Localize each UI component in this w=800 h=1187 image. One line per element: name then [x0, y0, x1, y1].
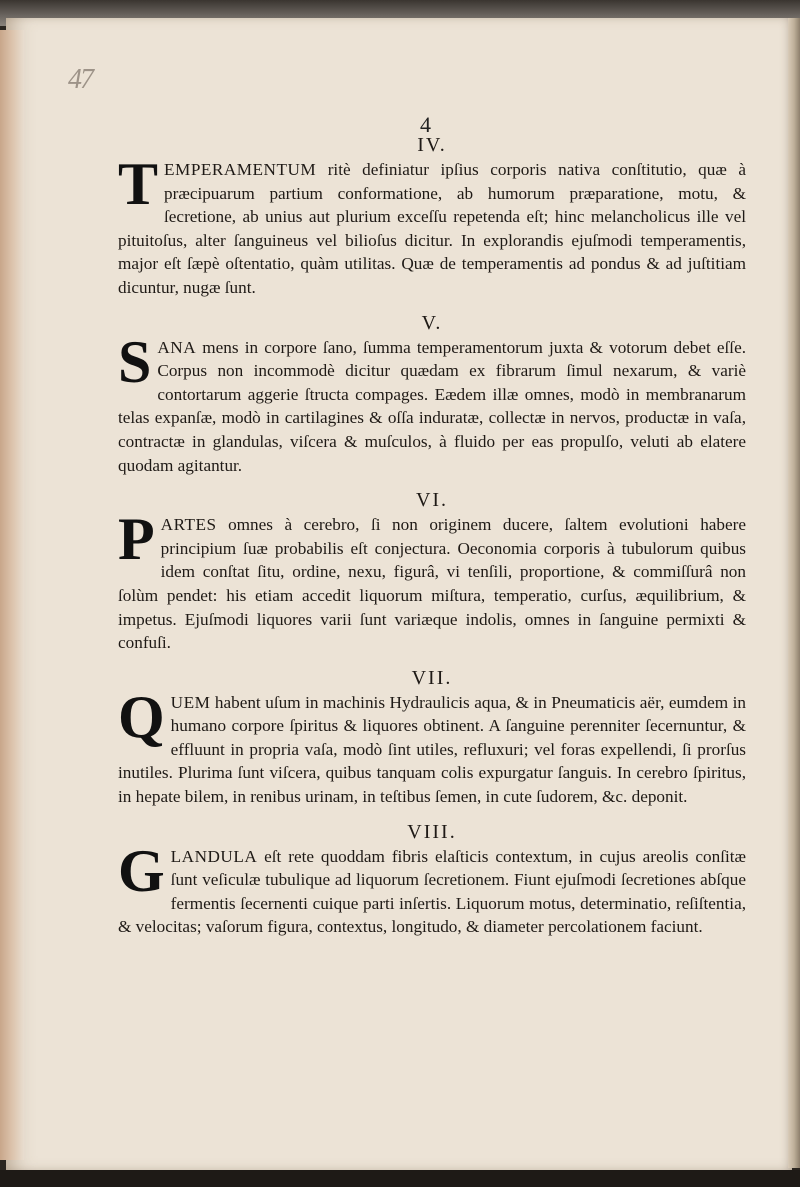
- section-iv: [118, 132, 746, 300]
- paragraph: [118, 151, 746, 300]
- paragraph-text: habent uſum in machinis Hydraulicis aqua, & in Pneumaticis aër, eumdem in humano corpore ſpiritus & liquores obtinent. A ſanguine perenniter ſecernuntur, & effluunt in propria vaſa, modò ſint utiles, refluxuri; vel foras expellendi, ſi prorſus inutiles. Plurima ſunt viſcera, quibus tanquam colis expurgatur ſanguis. In cerebro ſpiritus, in hepate bilem, in renibus urinam, in teſtibus ſemen, in cute ſudorem, &c. deponit.: [118, 692, 746, 807]
- lead-word: EMPERAMENTUM: [164, 160, 317, 179]
- paragraph: [118, 506, 746, 655]
- bottom-edge: [0, 1170, 800, 1187]
- section-vii: [118, 665, 746, 809]
- paragraph-text: mens in corpore ſano, ſumma temperamentorum juxta & votorum debet eſſe. Corpus non incommodè dicitur quædam ex fibrarum ſimul nexarum, & variè contortarum aggerie ſtructa compages. Eædem illæ omnes, modò in membranarum telas expanſæ, modò in cartilagines & oſſa induratæ, collectæ in nervos, productæ in vaſa, contractæ in glandulas, viſcera & muſculos, à fluido per eas propulſo, veluti ab elatere quodam agitantur.: [118, 337, 746, 475]
- drop-cap: S: [118, 328, 152, 395]
- paragraph-text: eſt rete quoddam fibris elaſticis contextum, in cujus areolis conſitæ ſunt veſiculæ tubulique ad liquorum ſecretionem. Fiunt ejuſmodi ſecretiones abſque fermentis ſecernenti cuique parti inſertis. Liquorum motus, determinatio, reſiſtentia, & velocitas; vaſorum figura, contextus, longitudo, & diameter percolationem faciunt.: [118, 846, 746, 937]
- paragraph: [118, 837, 746, 939]
- drop-cap: G: [118, 837, 165, 904]
- page-binding: [0, 30, 24, 1160]
- section-vi: [118, 487, 746, 655]
- drop-cap: P: [118, 506, 155, 573]
- section-viii: [118, 819, 746, 939]
- lead-word: UEM: [170, 692, 211, 712]
- handwritten-note: 47: [68, 64, 92, 95]
- paragraph-text: ritè definiatur ipſius corporis nativa conſtitutio, quæ à præcipuarum partium conformatione, ab humorum præparatione, motu, & ſecretione, ab unius aut plurium exceſſu repetenda eſt; hinc melancholicus ille vel pituitoſus, alter ſanguineus vel bilioſus dicitur. In explorandis ejuſmodi temperamentis, major eſt ſæpè oſtentatio, quàm utilitas. Quæ de temperamentis ad pondus & ad juſtitiam dicuntur, nugæ ſunt.: [118, 160, 746, 297]
- lead-word: ANA: [157, 337, 197, 357]
- paragraph: [118, 328, 746, 478]
- section-v: [118, 310, 746, 478]
- section-number: IV.: [417, 134, 447, 156]
- page-edge: [788, 18, 800, 1168]
- section-number: V.: [421, 311, 443, 334]
- page-number: 4: [420, 112, 431, 137]
- section-number: VIII.: [407, 820, 457, 843]
- paragraph-text: omnes à cerebro, ſi non originem ducere, ſaltem evolutioni habere principium ſuæ probabilis eſt conjectura. Oeconomia corporis à tubulorum quibus idem conſtat ſitu, ordine, nexu, figurâ, vi tenſili, proportione, & commiſſurâ non ſolùm pendet: his etiam accedit liquorum miſtura, temperatio, curſus, æquilibrium, & impetus. Ejuſmodi liquores varii ſunt variæque indolis, omnes in ſanguine permixti & confuſi.: [118, 515, 746, 653]
- paragraph: [118, 683, 746, 809]
- lead-word: ARTES: [160, 515, 217, 535]
- drop-cap: T: [118, 151, 159, 217]
- section-number: VII.: [411, 666, 453, 689]
- drop-cap: Q: [118, 683, 165, 750]
- lead-word: LANDULA: [170, 846, 258, 866]
- section-number: VI.: [415, 489, 449, 512]
- text-block: [118, 132, 746, 939]
